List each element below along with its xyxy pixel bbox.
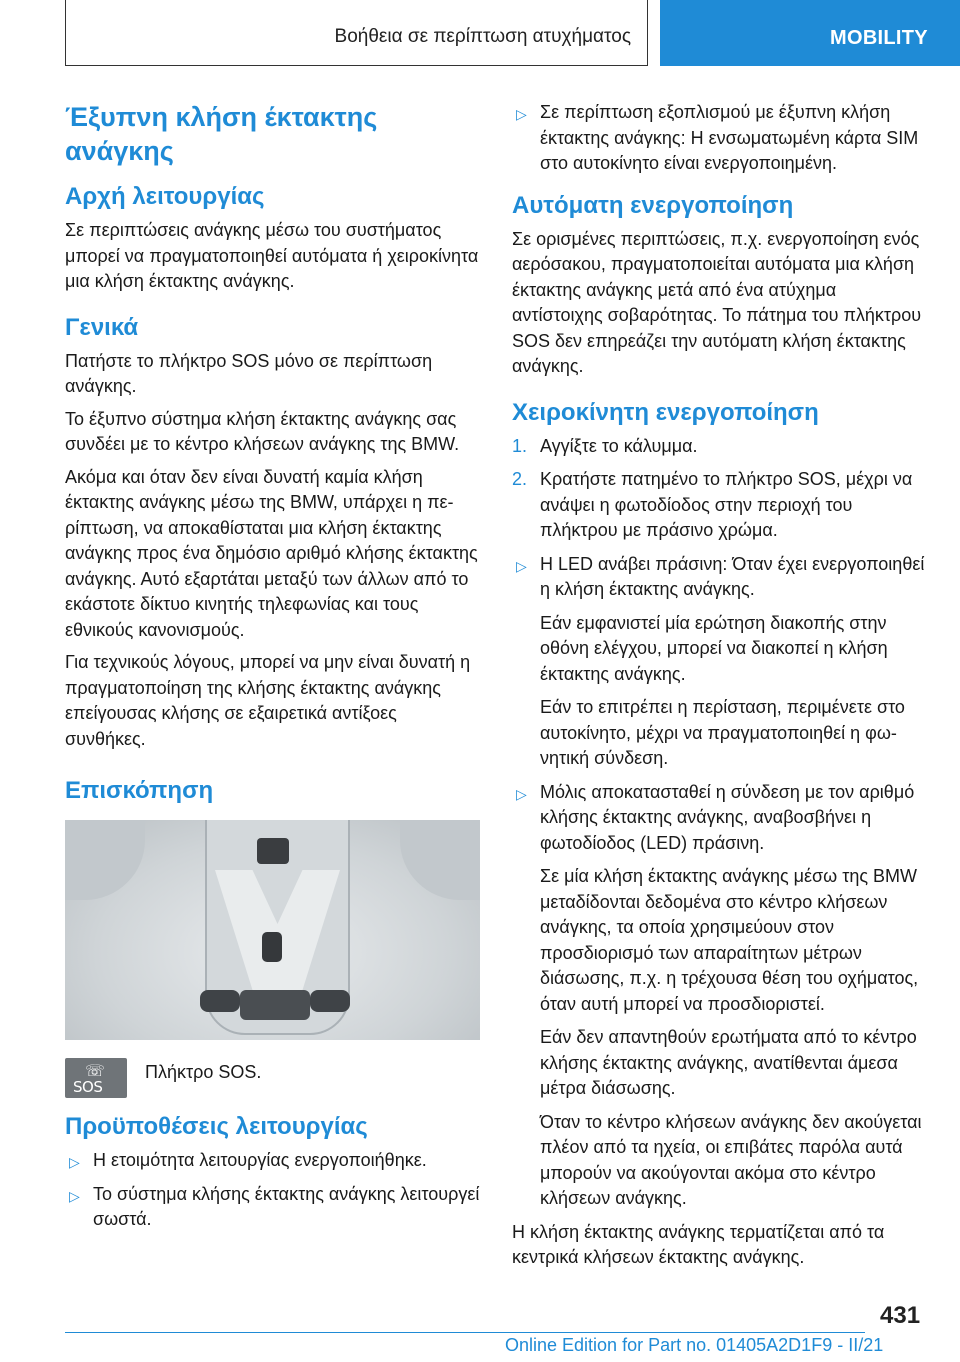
sub-paragraph: Σε μία κλήση έκτακτης ανάγκης μέσω της BMW μεταδίδονται δεδομένα στο κέντρο κλήσεων ανάγκης, τα οποία χρησιμεύουν στον προσδιορισμό των απαραίτητων μέτρων διάσωσης, π.χ. η τρέχουσα θέση του οχήματος, όταν αυτή μπορεί να προσδιοριστεί. [540,866,919,1014]
sub-paragraph: Εάν το επιτρέπει η περίσταση, περιμένετε στο αυτοκίνητο, μέχρι να πραγματοποιηθεί η φωνητική σύνδεση. [540,697,905,768]
paragraph-end: Η κλήση έκτακτης ανάγκης τερματίζεται από τα κεντρικά κλήσεων έκτακτης ανάγκης. [512,1221,885,1267]
triangle-bullet-icon: ▷ [69,1154,80,1170]
list-item: ▷ Μόλις αποκατασταθεί η σύνδεση με τον αριθμό κλήσης έκτακτης ανάγκης, αναβοσβήνει η φωτοδίοδος (LED) πράσινη. [516,781,915,853]
triangle-bullet-icon: ▷ [516,557,527,574]
paragraph-principle: Σε περιπτώσεις ανάγκης μέσω του συστήματος μπορεί να πραγματοποιηθεί αυτόματα ή χειροκίνητα μια κλήση έκτακτης ανάγκης. [65,220,479,291]
sos-label: Πλήκτρο SOS. [145,1062,262,1082]
triangle-bullet-icon: ▷ [516,106,527,122]
heading-principle: Αρχή λειτουργίας [65,183,265,210]
triangle-bullet-icon: ▷ [69,1187,80,1204]
chapter-title: Βοήθεια σε περίπτωση ατυχήματος [334,26,631,47]
section-tab [660,0,960,66]
left-column [65,100,480,1241]
list-item: ▷ Η ετοιμότητα λειτουργίας ενεργοποιήθηκε. [65,1148,480,1174]
paragraph-automatic: Σε ορισμένες περιπτώσεις, π.χ. ενεργοποίηση ενός αερόσακου, πραγματοποιείται αυτόματα μια κλήση έκτακτης ανάγκης μετά από ένα ατύχημα αντίστοιχης σοβαρότητας. Το πάτημα του πλήκτρου SOS δεν επηρεάζει την αυτόματη κλήση έκτακτης ανάγκης. [512,228,922,376]
page-title: Έξυπνη κλήση έκτακτης ανάγκης [65,102,378,166]
footer-divider [65,1332,865,1333]
triangle-bullet-icon: ▷ [516,785,527,802]
heading-manual: Χειροκίνητη ενεργοποίηση [512,398,819,426]
list-item: ▷ Η LED ανάβει πράσινη: Όταν έχει ενεργοποιηθεί η κλήση έκτακτης ανάγκης. [516,553,925,599]
sub-paragraph: Όταν το κέντρο κλήσεων ανάγκης δεν ακούγεται πλέον από τα ηχεία, οι επιβάτες παρόλα αυτά μπορούν να ακούγονται ακόμα στο κέντρο κλήσεων ανάγκης. [540,1111,922,1208]
sos-legend [65,1058,480,1098]
sos-button-icon: ☏ SOS [65,1058,127,1098]
roof-console-photo [65,820,480,1040]
sub-paragraph: Εάν δεν απαντηθούν ερωτήματα από το κέντρο κλήσης έκτακτης ανάγκης, ανατίθενται άμεσα μέτρα διάσωσης. [540,1027,917,1098]
right-column [512,100,926,1278]
step-1: 1. Αγγίξτε το κάλυμμα. [512,435,698,456]
heading-automatic: Αυτόματη ενεργοποίηση [512,191,794,219]
page-header [65,0,960,66]
list-item: ▷ Το σύστημα κλήσης έκτακτης ανάγκης λειτουργεί σωστά. [69,1183,480,1229]
page-number: 431 [880,1302,921,1329]
heading-prerequisites: Προϋποθέσεις λειτουργίας [65,1113,368,1140]
heading-general: Γενικά [65,313,139,341]
paragraph-general-4: Για τεχνικούς λόγους, μπορεί να μην είναι δυνατή η πραγματοποίηση της κλήσης έκτακτης ανάγκης επείγουσας κλήσης σε εξαιρετικά αντίξοες συνθήκες. [65,652,471,749]
paragraph-general-1: Πατήστε το πλήκτρο SOS μόνο σε περίπτωση ανάγκης. [65,350,433,396]
section-label: MOBILITY [830,27,928,49]
step-2: 2. Κρατήστε πατημένο το πλήκτρο SOS, μέχρι να ανάψει η φωτοδίοδος στην περιοχή του πλήκτρου με πράσινο χρώμα. [512,469,913,540]
footer-edition: Online Edition for Part no. 01405A2D1F9 - II/21 [505,1335,884,1355]
paragraph-general-2: Το έξυπνο σύστημα κλήση έκτακτης ανάγκης σας συνδέει με το κέντρο κλήσεων ανάγκης της BMW. [65,408,460,454]
heading-overview: Επισκόπηση [65,777,214,804]
list-item: ▷ Σε περίπτωση εξοπλισμού με έξυπνη κλήση έκτακτης ανάγκης: Η ενσωματωμένη κάρτα SIM στο αυτοκίνητο είναι ενεργοποιημένη. [516,102,919,173]
header-title-box [65,0,648,66]
paragraph-general-3: Ακόμα και όταν δεν είναι δυνατή καμία κλήση έκτακτης ανάγκης μέσω της BMW, υπάρχει η περίπτωση, να αποκαθίσταται μια κλήση έκτακτης ανάγκης προς ένα δημόσιο αριθμό κλήσης έκτακτης ανάγκης. Αυτό εξαρτάται μεταξύ των άλλων από το εκάστοτε δίκτυο κινητής τηλεφωνίας και τους εθνικούς κανονισμούς. [65,466,478,640]
sub-paragraph: Εάν εμφανιστεί μία ερώτηση διακοπής στην οθόνη ελέγχου, μπορεί να διακοπεί η κλήση έκτακτης ανάγκης. [540,612,888,684]
